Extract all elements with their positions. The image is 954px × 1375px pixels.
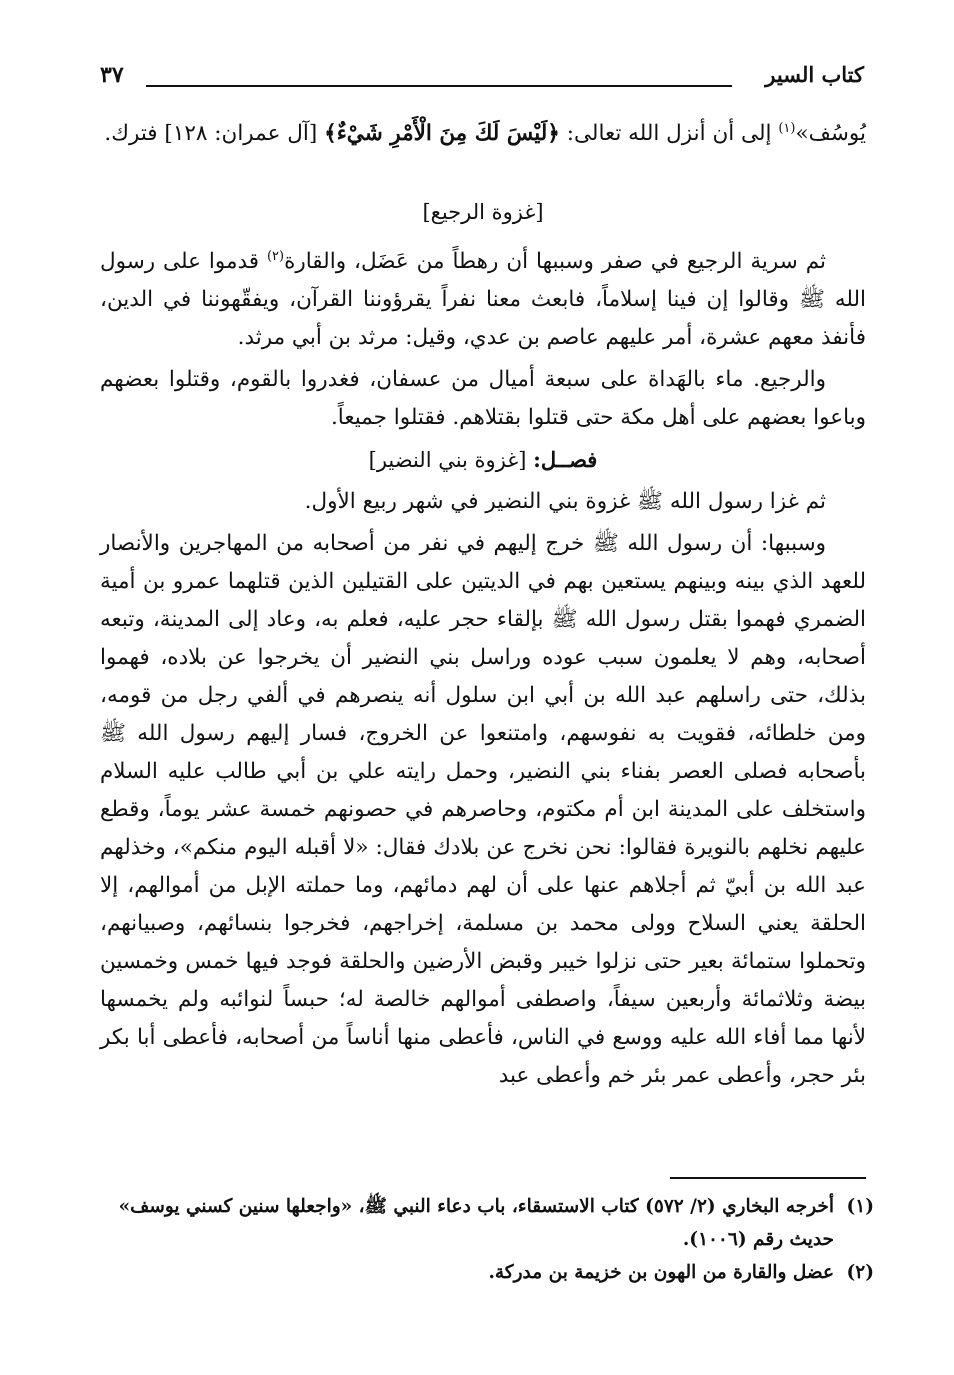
intro-paragraph — [100, 115, 866, 153]
book-title: كتاب السير — [765, 62, 864, 87]
footnote-2 — [100, 1256, 874, 1289]
footnote-1 — [100, 1190, 874, 1256]
footnote-ref-2[interactable]: (٢) — [266, 248, 285, 264]
section-heading-nadir — [100, 441, 866, 479]
header-rule — [146, 85, 732, 87]
intro-text-start: يُوسُف» — [795, 121, 866, 146]
fasl-label: فصــل: — [533, 447, 598, 472]
raji-p1-start: ثم سرية الرجيع في صفر وسببها أن رهطاً من عَضَل، والقارة — [284, 249, 827, 274]
nadir-heading-text: [غزوة بني النضير] — [368, 448, 534, 472]
footnotes — [100, 1190, 874, 1289]
footnote-2-text: عضل والقارة من الهون بن خزيمة بن مدركة. — [488, 1262, 834, 1283]
intro-text-middle: إلى أن أنزل الله تعالى: — [559, 121, 779, 146]
main-text — [100, 115, 866, 1099]
raji-paragraph-1 — [100, 243, 866, 357]
footnote-1-number: (١) — [846, 1196, 874, 1217]
page-number: ٣٧ — [100, 62, 124, 88]
nadir-paragraph-2: وسببها: أن رسول الله ﷺ خرج إليهم في نفر من أصحابه من المهاجرين والأنصار للعهد الذي بينه وبينهم يستعين بهم في الديتين على القتيلين الذين قتلهما عمرو بن أمية الضمري فهموا بقتل رسول الله ﷺ بإلقاء حجر عليه، فعلم به، وعاد إلى المدينة، وتبعه أصحابه، وهم لا يعلمون سبب عوده وراسل بني النضير أن يخرجوا عن بلاده، فهموا بذلك، حتى راسلهم عبد الله بن أبي ابن سلول أنه ينصرهم في ألفي رجل من قومه، ومن خلطائه، فقويت به نفوسهم، وامتنعوا عن الخروج، فسار إليهم رسول الله ﷺ بأصحابه فصلى العصر بفناء بني النضير، وحمل رايته علي بن أبي طالب عليه السلام واستخلف على المدينة ابن أم مكتوم، وحاصرهم في حصونهم خمسة عشر يوماً، وقطع عليهم نخلهم بالنويرة فقالوا: نحن نخرج عن بلادك فقال: «لا أقبله اليوم منكم»، وخذلهم عبد الله بن أبيّ ثم أجلاهم عنها على أن لهم دمائهم، وما حملته الإبل من أموالهم، إلا الحلقة يعني السلاح وولى محمد بن مسلمة، إخراجهم، فخرجوا بنسائهم، وصبيانهم، وتحملوا ستمائة بعير حتى نزلوا خيبر وقبض الأرضين والحلقة فوجد فيها خمس وخمسين بيضة وثلاثمائة وأربعين سيفاً، واصطفى أموالهم خالصة له؛ حبساً لنوائبه ولم يخمسها لأنها مما أفاء الله عليه ووسع في الناس، فأعطى منها أناساً من أصحابه، فأعطى أبا بكر بئر حجر، وأعطى عمر بئر خم وأعطى عبد — [100, 531, 866, 1088]
footnote-2-number: (٢) — [846, 1262, 874, 1283]
footnote-rule — [670, 1177, 866, 1179]
footnote-ref-1[interactable]: (١) — [778, 120, 796, 136]
running-header — [100, 62, 864, 102]
raji-paragraph-2: والرجيع. ماء بالهَداة على سبعة أميال من عسفان، فغدروا بالقوم، وقتلوا بعضهم وباعوا بعضهم على أهل مكة حتى قتلوا بقتلاهم. فقتلوا جميعاً. — [100, 367, 866, 430]
nadir-paragraph-1: ثم غزا رسول الله ﷺ غزوة بني النضير في شهر ربيع الأول. — [304, 489, 826, 514]
footnote-1-text: أخرجه البخاري (٢/ ٥٧٢) كتاب الاستسقاء، باب دعاء النبي ﷺ، «واجعلها سنين كسني يوسف» حديث رقم (١٠٠٦). — [118, 1196, 834, 1250]
raji-p1-end: قدموا على رسول الله ﷺ وقالوا إن فينا إسلاماً، فابعث معنا نفراً يقرؤوننا القرآن، ويفقّهوننا في الدين، فأنفذ معهم عشرة، أمر عليهم عاصم بن عدي، وقيل: مرثد بن أبي مرثد. — [100, 249, 866, 350]
section-heading-raji: [غزوة الرجيع] — [422, 200, 544, 224]
quran-verse: ﴿لَيْسَ لَكَ مِنَ الْأَمْرِ شَيْءٌ﴾ — [324, 121, 560, 146]
intro-text-end: [آل عمران: ١٢٨] فترك. — [104, 121, 325, 146]
